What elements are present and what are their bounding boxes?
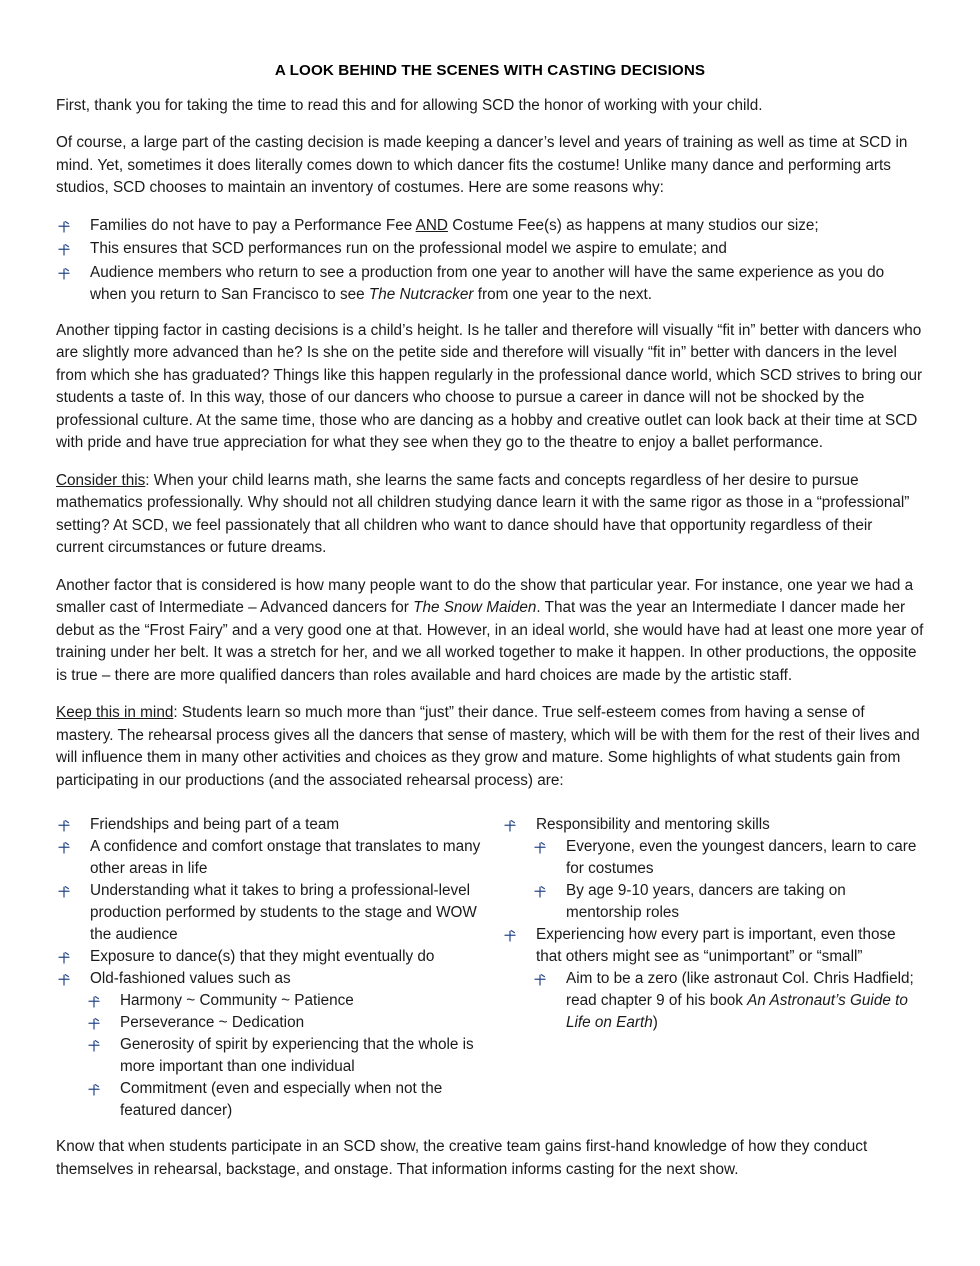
list-item-text: Perseverance ~ Dedication (120, 1014, 305, 1032)
list-item (86, 1034, 502, 1078)
page-title: A LOOK BEHIND THE SCENES WITH CASTING DECISIONS (274, 62, 706, 79)
list-item (86, 1078, 502, 1122)
paragraph-tipping-factor: Another tipping factor in casting decisions is a child’s height. Is he taller and therefore will visually “fit in” better with dancers who are slightly more advanced than he? Is she on the petite side and therefore will visually “fit in” better with dancers in the level from which she has graduated? Things like this happen regularly in the professional dance world, which SCD strives to bring our students a taste of. In this way, those of our dancers who choose to pursue a career in dance will not be shocked by the professional culture. At the same time, those who are dancing as a hobby and creative outlet can look back at their time at SCD with pride and have true appreciation for what they see when they go to the theatre to enjoy a ballet performance. (56, 321, 923, 452)
dancer-bullet-icon (86, 1016, 102, 1032)
list-item-text: Exposure to dance(s) that they might eventually do (90, 948, 435, 966)
dancer-bullet-icon (56, 950, 72, 966)
consider-this-body: : When your child learns math, she learns the same facts and concepts regardless of her desire to pursue mathematics professionally. Why should not all children studying dance learn it with the same rigor as those in a “professional” setting? At SCD, we feel passionately that all children who want to dance should have that opportunity regardless of their current circumstances or future dreams. (56, 471, 910, 557)
list-item-text: Harmony ~ Community ~ Patience (120, 992, 354, 1010)
list-item-text: Families do not have to pay a Performance Fee AND Costume Fee(s) as happens at many studios our size; (90, 216, 819, 234)
list-item (56, 215, 924, 237)
list-item (502, 814, 924, 836)
list-item-text: A confidence and comfort onstage that translates to many other areas in life (90, 838, 481, 878)
list-item (532, 968, 924, 1034)
list-item-text: By age 9-10 years, dancers are taking on mentorship roles (566, 882, 846, 922)
highlights-right-column (502, 814, 924, 1122)
dancer-bullet-icon (56, 972, 72, 988)
list-item (56, 880, 502, 946)
paragraph-keep-in-mind (56, 702, 924, 792)
dancer-bullet-icon (56, 242, 72, 258)
closing-paragraph: Know that when students participate in an SCD show, the creative team gains first-hand knowledge of how they conduct themselves in rehearsal, backstage, and onstage. That information informs casting for the next show. (56, 1138, 868, 1178)
dancer-bullet-icon (532, 884, 548, 900)
reasons-list (56, 215, 924, 307)
document-body (56, 62, 924, 1196)
list-item (86, 1012, 502, 1034)
list-item (532, 836, 924, 880)
dancer-bullet-icon (532, 840, 548, 856)
highlights-left-list (56, 814, 502, 1122)
list-item (86, 990, 502, 1012)
consider-this-lead: Consider this (56, 471, 146, 489)
highlights-two-column (56, 814, 924, 1122)
paragraph-consider-this (56, 470, 924, 560)
list-item-text: Responsibility and mentoring skills (536, 816, 770, 834)
list-item-text: Friendships and being part of a team (90, 816, 340, 834)
list-item-text: Commitment (even and especially when not the featured dancer) (120, 1080, 443, 1120)
dancer-bullet-icon (86, 1038, 102, 1054)
keep-in-mind-body: : Students learn so much more than “just” their dance. True self-esteem comes from having a sense of mastery. The rehearsal process gives all the dancers that sense of mastery, which will be with them for the rest of their lives and will influence them in many other activities and choices as they grow and mature. Some highlights of what students gain from participating in our productions (and the associated rehearsal process) are: (56, 704, 920, 789)
list-item (56, 968, 502, 990)
list-item-text: Experiencing how every part is important, even those that others might see as “unimportant” or “small” (536, 926, 896, 966)
list-item-text: Generosity of spirit by experiencing that the whole is more important than one individual (120, 1036, 474, 1076)
list-item-text: Audience members who return to see a production from one year to another will have the same experience as you do when you return to San Francisco to see The Nutcracker from one year to the next. (90, 263, 885, 304)
dancer-bullet-icon (86, 994, 102, 1010)
dancer-bullet-icon (56, 840, 72, 856)
list-item-text: Old-fashioned values such as (90, 970, 291, 988)
dancer-bullet-icon (86, 1082, 102, 1098)
list-item (56, 262, 924, 307)
list-item (502, 924, 924, 968)
list-item (56, 238, 924, 260)
list-item-text: This ensures that SCD performances run on the professional model we aspire to emulate; and (90, 240, 727, 258)
dancer-bullet-icon (56, 884, 72, 900)
paragraph-another-factor: Another factor that is considered is how many people want to do the show that particular year. For instance, one year we had a smaller cast of Intermediate – Advanced dancers for The Snow Maiden. That was the year an Intermediate I dancer made her debut as the “Frost Fairy” and a very good one at that. However, in an ideal world, she would have had at least one more year of training under her belt. It was a stretch for her, and we all worked together to make it happen. In other productions, the opposite is true – there are more qualified dancers than roles available and hard choices are made by the artistic staff. (56, 576, 924, 684)
dancer-bullet-icon (56, 818, 72, 834)
paragraph-of-course: Of course, a large part of the casting decision is made keeping a dancer’s level and years of training as well as time at SCD in mind. Yet, sometimes it does literally comes down to which dancer fits the costume! Unlike many dance and performing arts studios, SCD chooses to maintain an inventory of costumes. Here are some reasons why: (56, 134, 908, 197)
highlights-left-column (56, 814, 502, 1122)
dancer-bullet-icon (532, 972, 548, 988)
dancer-bullet-icon (56, 219, 72, 235)
dancer-bullet-icon (502, 928, 518, 944)
list-item (56, 836, 502, 880)
list-item (56, 814, 502, 836)
dancer-bullet-icon (502, 818, 518, 834)
keep-in-mind-lead: Keep this in mind (56, 704, 174, 722)
dancer-bullet-icon (56, 266, 72, 282)
list-item-text: Everyone, even the youngest dancers, learn to care for costumes (566, 838, 917, 878)
list-item (56, 946, 502, 968)
highlights-right-list (502, 814, 924, 1034)
list-item-text: Aim to be a zero (like astronaut Col. Chris Hadfield; read chapter 9 of his book An Astronaut’s Guide to Life on Earth) (566, 970, 914, 1032)
list-item (532, 880, 924, 924)
intro-paragraph: First, thank you for taking the time to read this and for allowing SCD the honor of working with your child. (56, 97, 763, 114)
list-item-text: Understanding what it takes to bring a professional-level production performed by students to the stage and WOW the audience (90, 882, 477, 944)
